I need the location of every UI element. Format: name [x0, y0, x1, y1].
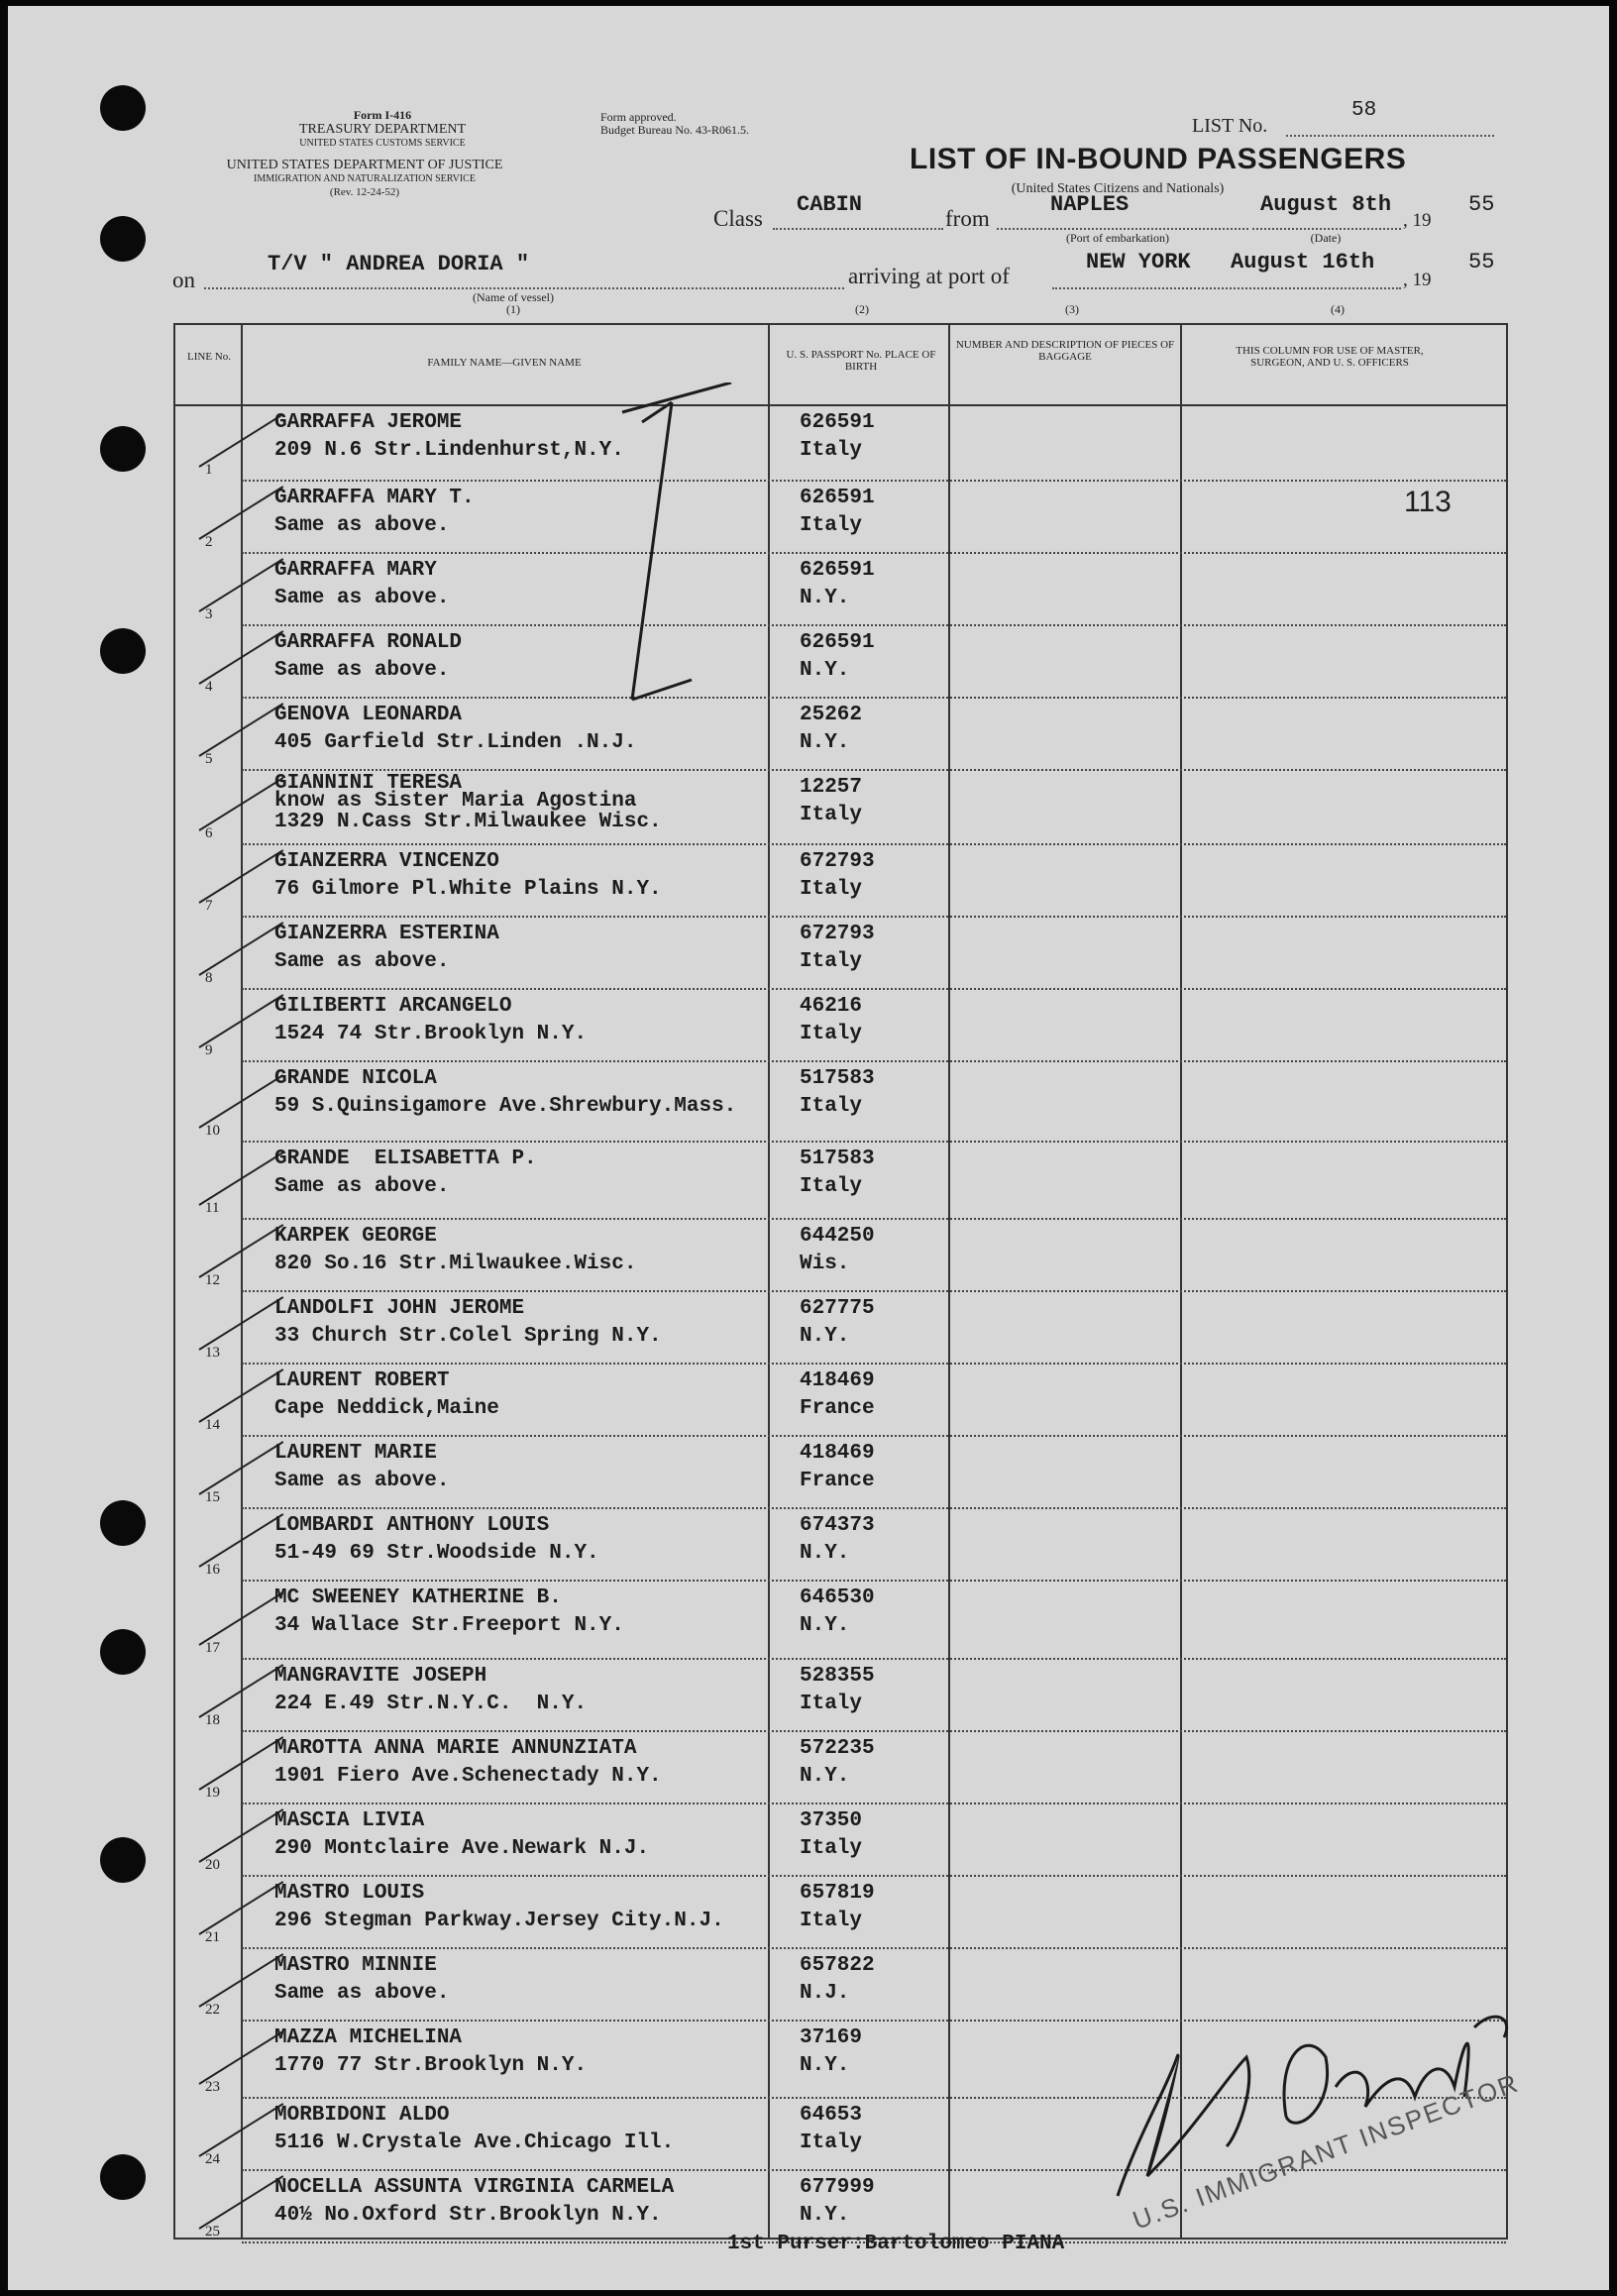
- place-of-birth: N.Y.: [800, 1542, 850, 1565]
- check-mark: [198, 1296, 283, 1351]
- line-number: 2: [205, 534, 213, 550]
- passport-number: 626591: [800, 631, 875, 654]
- place-of-birth: Italy: [800, 950, 863, 973]
- arrival-date: August 16th: [1231, 250, 1375, 274]
- line-number: 8: [205, 970, 213, 986]
- passport-number: 418469: [800, 1442, 875, 1465]
- check-mark: [198, 994, 283, 1048]
- line-number: 7: [205, 898, 213, 914]
- passenger-name: GILIBERTI ARCANGELO: [274, 995, 512, 1018]
- place-of-birth: N.Y.: [800, 1765, 850, 1788]
- binder-hole: [100, 216, 146, 262]
- table-row: [175, 1292, 1506, 1365]
- passport-number: 572235: [800, 1737, 875, 1760]
- table-row: [175, 1062, 1506, 1143]
- passenger-address: know as Sister Maria Agostina 1329 N.Cass Str.Milwaukee Wisc.: [274, 790, 662, 833]
- passenger-address: Same as above.: [274, 587, 450, 609]
- passenger-table: [173, 323, 1508, 2240]
- passenger-address: 34 Wallace Str.Freeport N.Y.: [274, 1614, 624, 1637]
- binder-hole: [100, 628, 146, 674]
- binder-hole: [100, 1837, 146, 1883]
- line-number: 4: [205, 679, 213, 695]
- form-subtitle: (United States Citizens and Nationals): [1011, 181, 1225, 196]
- place-of-birth: N.Y.: [800, 659, 850, 682]
- passenger-address: 40½ No.Oxford Str.Brooklyn N.Y.: [274, 2204, 662, 2227]
- line-number: 18: [205, 1712, 220, 1728]
- check-mark: [198, 1441, 283, 1495]
- place-of-birth: Italy: [800, 1095, 863, 1118]
- table-row: [175, 1437, 1506, 1509]
- table-row: [175, 845, 1506, 918]
- passenger-name: GIANZERRA ESTERINA: [274, 923, 499, 945]
- line-number: 15: [205, 1489, 220, 1505]
- vessel-line: [204, 287, 844, 289]
- table-row: [175, 699, 1506, 771]
- table-row: [175, 1509, 1506, 1582]
- table-row: [175, 1804, 1506, 1877]
- passport-number: 418469: [800, 1369, 875, 1392]
- check-mark: [198, 1808, 283, 1863]
- embarkation-date: August 8th: [1260, 192, 1392, 217]
- check-mark: [198, 849, 283, 904]
- passenger-name: KARPEK GEORGE: [274, 1225, 437, 1248]
- line-number: 10: [205, 1123, 220, 1139]
- passenger-name: GARRAFFA MARY: [274, 559, 437, 582]
- place-of-birth: France: [800, 1470, 875, 1492]
- table-row: [175, 1220, 1506, 1292]
- port-of-embarkation: NAPLES: [1050, 192, 1130, 217]
- place-of-birth: Italy: [800, 1693, 863, 1715]
- col2-caption: (2): [855, 302, 869, 316]
- passenger-name: GIANNINI TERESA: [274, 772, 463, 795]
- passport-number: 626591: [800, 487, 875, 509]
- passport-number: 672793: [800, 850, 875, 873]
- passenger-name: GARRAFFA MARY T.: [274, 487, 475, 509]
- class-value: CABIN: [797, 192, 863, 217]
- header-baggage: NUMBER AND DESCRIPTION OF PIECES OF BAGGAGE: [955, 339, 1175, 363]
- passport-number: 626591: [800, 411, 875, 434]
- bracket-mark: [602, 383, 741, 710]
- place-of-birth: Italy: [800, 439, 863, 462]
- place-of-birth: N.Y.: [800, 1614, 850, 1637]
- passport-number: 657822: [800, 1954, 875, 1977]
- passport-number: 37350: [800, 1809, 863, 1832]
- table-row: [175, 406, 1506, 482]
- passenger-name: LAURENT MARIE: [274, 1442, 437, 1465]
- from-label: from: [945, 206, 990, 231]
- place-of-birth: Italy: [800, 1175, 863, 1198]
- passenger-name: GARRAFFA JEROME: [274, 411, 463, 434]
- arrival-line: [1052, 287, 1401, 289]
- line-number: 22: [205, 2002, 220, 2018]
- year-prefix: , 19: [1403, 210, 1432, 231]
- passport-number: 517583: [800, 1067, 875, 1090]
- arrival-port: NEW YORK: [1086, 250, 1191, 274]
- line-number: 21: [205, 1929, 220, 1945]
- passenger-name: GIANZERRA VINCENZO: [274, 850, 499, 873]
- place-of-birth: Italy: [800, 514, 863, 537]
- check-mark: [198, 1664, 283, 1718]
- check-mark: [198, 2175, 283, 2230]
- check-mark: [198, 1591, 283, 1646]
- passenger-address: Same as above.: [274, 1175, 450, 1198]
- passenger-address: Same as above.: [274, 514, 450, 537]
- check-mark: [198, 1513, 283, 1568]
- passenger-name: GARRAFFA RONALD: [274, 631, 463, 654]
- place-of-birth: Italy: [800, 1910, 863, 1932]
- passport-number: 674373: [800, 1514, 875, 1537]
- place-of-birth: N.Y.: [800, 2054, 850, 2077]
- passenger-name: MASTRO LOUIS: [274, 1882, 425, 1905]
- passenger-address: 5116 W.Crystale Ave.Chicago Ill.: [274, 2132, 675, 2154]
- place-of-birth: Italy: [800, 878, 863, 901]
- passport-number: 644250: [800, 1225, 875, 1248]
- passport-number: 657819: [800, 1882, 875, 1905]
- check-mark: [198, 2030, 283, 2085]
- passenger-address: 296 Stegman Parkway.Jersey City.N.J.: [274, 1910, 724, 1932]
- check-mark: [198, 1736, 283, 1791]
- customs-service: UNITED STATES CUSTOMS SERVICE: [299, 138, 466, 149]
- table-row: [175, 990, 1506, 1062]
- year-prefix-2: , 19: [1403, 270, 1432, 290]
- place-of-birth: Wis.: [800, 1253, 850, 1275]
- line-number: 6: [205, 825, 213, 841]
- line-number: 11: [205, 1200, 220, 1216]
- check-mark: [198, 558, 283, 612]
- list-label: LIST No.: [1192, 115, 1268, 137]
- check-mark: [198, 703, 283, 757]
- line-number: 24: [205, 2151, 220, 2167]
- check-mark: [198, 630, 283, 685]
- inspector-stamp: U.S. IMMIGRANT INSPECTOR: [1129, 2067, 1524, 2236]
- passenger-name: LOMBARDI ANTHONY LOUIS: [274, 1514, 550, 1537]
- passenger-address: Same as above.: [274, 1982, 450, 2005]
- embarkation-year: 55: [1468, 192, 1495, 217]
- line-number: 9: [205, 1042, 213, 1058]
- header-line-no: LINE No.: [187, 351, 231, 363]
- passenger-address: 290 Montclaire Ave.Newark N.J.: [274, 1837, 650, 1860]
- passenger-name: MASTRO MINNIE: [274, 1954, 437, 1977]
- place-of-birth: N.J.: [800, 1982, 850, 2005]
- place-of-birth: N.Y.: [800, 731, 850, 754]
- arrival-year: 55: [1468, 250, 1495, 274]
- place-of-birth: N.Y.: [800, 2204, 850, 2227]
- place-of-birth: Italy: [800, 2132, 863, 2154]
- passenger-name: GENOVA LEONARDA: [274, 704, 463, 726]
- document-page: [8, 6, 1609, 2290]
- check-mark: [198, 2103, 283, 2157]
- binder-hole: [100, 1629, 146, 1675]
- line-number: 23: [205, 2079, 220, 2095]
- treasury-dept: TREASURY DEPARTMENT: [298, 122, 467, 137]
- passenger-address: 820 So.16 Str.Milwaukee.Wisc.: [274, 1253, 637, 1275]
- officer-note: 113: [1404, 486, 1452, 518]
- vessel-name: T/V " ANDREA DORIA ": [268, 252, 530, 276]
- on-label: on: [172, 268, 195, 292]
- form-number: Form I-416: [353, 108, 412, 122]
- passenger-address: 33 Church Str.Colel Spring N.Y.: [274, 1325, 662, 1348]
- passport-number: 64653: [800, 2104, 863, 2127]
- check-mark: [198, 1224, 283, 1278]
- passenger-address: 51-49 69 Str.Woodside N.Y.: [274, 1542, 599, 1565]
- passenger-address: 1524 74 Str.Brooklyn N.Y.: [274, 1023, 588, 1045]
- col3-caption: (3): [1065, 302, 1079, 316]
- from-line: [997, 228, 1248, 230]
- line-number: 14: [205, 1417, 220, 1433]
- line-number: 13: [205, 1345, 220, 1361]
- passport-number: 37169: [800, 2026, 863, 2049]
- line-number: 17: [205, 1640, 220, 1656]
- passport-number: 672793: [800, 923, 875, 945]
- passenger-address: 405 Garfield Str.Linden .N.J.: [274, 731, 637, 754]
- table-row: [175, 918, 1506, 990]
- check-mark: [198, 413, 283, 468]
- revision-date: (Rev. 12-24-52): [329, 186, 400, 198]
- table-row: [175, 1877, 1506, 1949]
- place-of-birth: Italy: [800, 1023, 863, 1045]
- arriving-label: arriving at port of: [848, 264, 1010, 288]
- passenger-name: MAROTTA ANNA MARIE ANNUNZIATA: [274, 1737, 637, 1760]
- passenger-address: 224 E.49 Str.N.Y.C. N.Y.: [274, 1693, 588, 1715]
- check-mark: [198, 1881, 283, 1935]
- passenger-address: 1770 77 Str.Brooklyn N.Y.: [274, 2054, 588, 2077]
- passenger-address: 209 N.6 Str.Lindenhurst,N.Y.: [274, 439, 624, 462]
- passenger-address: Same as above.: [274, 950, 450, 973]
- passenger-name: MAZZA MICHELINA: [274, 2026, 463, 2049]
- binder-hole: [100, 2154, 146, 2200]
- header-passport: U. S. PASSPORT No. PLACE OF BIRTH: [786, 349, 936, 373]
- line-number: 12: [205, 1272, 220, 1288]
- table-row: [175, 771, 1506, 845]
- passenger-name: LANDOLFI JOHN JEROME: [274, 1297, 525, 1320]
- form-title: LIST OF IN-BOUND PASSENGERS: [910, 143, 1407, 175]
- class-label: Class: [713, 206, 763, 231]
- check-mark: [198, 1074, 283, 1129]
- table-row: [175, 1365, 1506, 1437]
- check-mark: [198, 1368, 283, 1423]
- passport-number: 677999: [800, 2176, 875, 2199]
- table-row: [175, 1582, 1506, 1660]
- binder-hole: [100, 1500, 146, 1546]
- table-row: [175, 1660, 1506, 1732]
- ins-service: IMMIGRATION AND NATURALIZATION SERVICE: [254, 173, 476, 184]
- place-of-birth: N.Y.: [800, 587, 850, 609]
- line-number: 20: [205, 1857, 220, 1873]
- passenger-address: 76 Gilmore Pl.White Plains N.Y.: [274, 878, 662, 901]
- passport-number: 25262: [800, 704, 863, 726]
- binder-hole: [100, 426, 146, 472]
- table-row: [175, 1143, 1506, 1220]
- passport-number: 12257: [800, 776, 863, 799]
- passport-number: 646530: [800, 1586, 875, 1609]
- passport-number: 626591: [800, 559, 875, 582]
- justice-dept: UNITED STATES DEPARTMENT OF JUSTICE: [226, 158, 503, 172]
- check-mark: [198, 1151, 283, 1206]
- line-number: 16: [205, 1562, 220, 1578]
- table-row: [175, 554, 1506, 626]
- passenger-address: 59 S.Quinsigamore Ave.Shrewbury.Mass.: [274, 1095, 737, 1118]
- purser-signature: 1st Purser:Bartolomeo PIANA: [727, 2233, 1065, 2255]
- line-number: 1: [205, 462, 213, 478]
- passenger-name: MORBIDONI ALDO: [274, 2104, 450, 2127]
- place-of-birth: Italy: [800, 1837, 863, 1860]
- passport-number: 627775: [800, 1297, 875, 1320]
- vessel-caption: (Name of vessel): [473, 290, 554, 304]
- check-mark: [198, 922, 283, 976]
- passenger-name: LAURENT ROBERT: [274, 1369, 450, 1392]
- line-number: 19: [205, 1785, 220, 1801]
- passenger-name: GRANDE NICOLA: [274, 1067, 437, 1090]
- line-number: 25: [205, 2224, 220, 2240]
- passenger-name: MASCIA LIVIA: [274, 1809, 425, 1832]
- passenger-address: Cape Neddick,Maine: [274, 1397, 499, 1420]
- budget-bureau: Budget Bureau No. 43-R061.5.: [600, 123, 749, 137]
- passenger-name: GRANDE ELISABETTA P.: [274, 1148, 537, 1170]
- passenger-name: MC SWEENEY KATHERINE B.: [274, 1586, 562, 1609]
- date-line: [1252, 228, 1401, 230]
- passport-number: 46216: [800, 995, 863, 1018]
- passport-number: 517583: [800, 1148, 875, 1170]
- place-of-birth: France: [800, 1397, 875, 1420]
- check-mark: [198, 486, 283, 540]
- passenger-name: NOCELLA ASSUNTA VIRGINIA CARMELA: [274, 2176, 675, 2199]
- table-row: [175, 1732, 1506, 1804]
- passport-number: 528355: [800, 1665, 875, 1688]
- date-caption: (Date): [1310, 231, 1342, 245]
- class-line: [773, 228, 943, 230]
- col1-caption: (1): [506, 302, 520, 316]
- binder-hole: [100, 85, 146, 131]
- list-number: 58: [1351, 99, 1377, 122]
- place-of-birth: Italy: [800, 804, 863, 826]
- passenger-address: 1901 Fiero Ave.Schenectady N.Y.: [274, 1765, 662, 1788]
- header-name: FAMILY NAME—GIVEN NAME: [427, 357, 582, 369]
- place-of-birth: N.Y.: [800, 1325, 850, 1348]
- table-row: [175, 482, 1506, 554]
- table-row: [175, 626, 1506, 699]
- line-number: 3: [205, 606, 213, 622]
- port-caption: (Port of embarkation): [1066, 231, 1169, 245]
- list-number-line: [1286, 135, 1494, 137]
- col4-caption: (4): [1331, 302, 1345, 316]
- passenger-address: Same as above.: [274, 659, 450, 682]
- header-officers: THIS COLUMN FOR USE OF MASTER, SURGEON, AND U. S. OFFICERS: [1236, 345, 1424, 369]
- line-number: 5: [205, 751, 213, 767]
- passenger-name: MANGRAVITE JOSEPH: [274, 1665, 487, 1688]
- passenger-address: Same as above.: [274, 1470, 450, 1492]
- check-mark: [198, 777, 283, 831]
- check-mark: [198, 1953, 283, 2008]
- form-approved: Form approved.: [600, 110, 677, 124]
